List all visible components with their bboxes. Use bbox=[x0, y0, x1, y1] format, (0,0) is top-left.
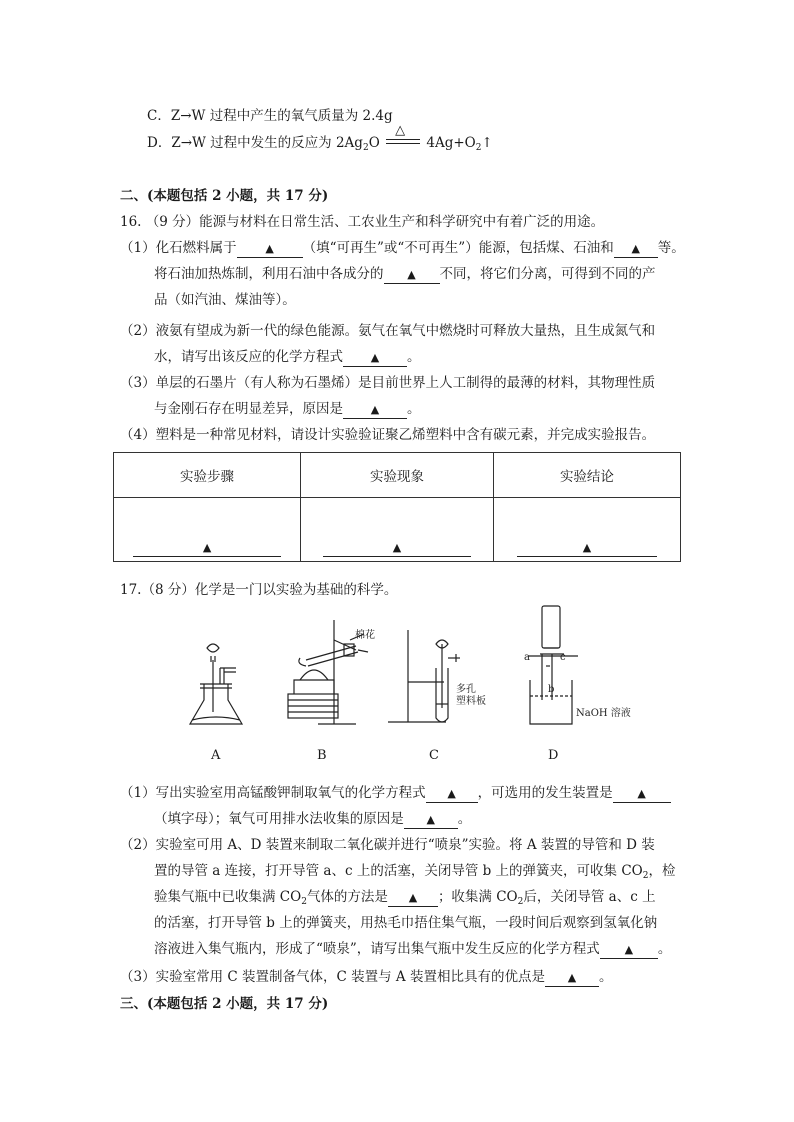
caption-a: A bbox=[211, 748, 221, 763]
q16-p2-line1: （2）液氨有望成为新一代的绿色能源。氨气在氧气中燃烧时可释放大量热，且生成氮气和 bbox=[120, 323, 656, 339]
q17-p1-line1: （1）写出实验室用高锰酸钾制取氧气的化学方程式 ▲ ，可选用的发生装置是 ▲ bbox=[120, 781, 671, 803]
table-header-steps: 实验步骤 bbox=[114, 453, 301, 498]
apparatus-a bbox=[190, 644, 242, 724]
answer-blank: ▲ bbox=[343, 401, 407, 419]
label-naoh: NaOH 溶液 bbox=[576, 708, 631, 719]
answer-blank: ▲ bbox=[614, 240, 658, 258]
q16-p2-line2: 水，请写出该反应的化学方程式 ▲ 。 bbox=[154, 349, 421, 365]
answer-blank: ▲ bbox=[343, 349, 407, 367]
answer-blank: ▲ bbox=[388, 889, 438, 907]
q16-p1-line1 bbox=[120, 236, 685, 258]
section-3-heading: 三、(本题包括 2 小题，共 17 分) bbox=[120, 996, 329, 1012]
q16-p1-b: （填“可再生”或“不可再生”）能源，包括煤、石油和 bbox=[302, 240, 614, 256]
answer-blank: ▲ bbox=[613, 785, 671, 803]
caption-d: D bbox=[548, 748, 559, 763]
apparatus-figure bbox=[180, 600, 631, 740]
heat-sign: △ bbox=[395, 123, 406, 138]
apparatus-d bbox=[528, 606, 578, 724]
table-cell-steps bbox=[114, 498, 301, 562]
q16-p1-line3: 品（如汽油、煤油等）。 bbox=[154, 292, 296, 308]
section-2-heading: 二、(本题包括 2 小题，共 17 分) bbox=[120, 188, 329, 204]
q17-p2-line2: 置的导管 a 连接，打开导管 a、c 上的活塞，关闭导管 b 上的弹簧夹，可收集 $CO_2$，检 bbox=[154, 863, 676, 881]
answer-blank: ▲ bbox=[545, 969, 599, 987]
option-d bbox=[147, 123, 493, 153]
caption-b: B bbox=[317, 748, 327, 763]
heating-arrow bbox=[386, 123, 420, 149]
q16-p4: （4）塑料是一种常见材料，请设计实验验证聚乙烯塑料中含有碳元素，并完成实验报告。 bbox=[120, 427, 656, 443]
option-d-suffix: 4Ag+O bbox=[426, 135, 476, 151]
q17-p2-line4: 的活塞，打开导管 b 上的弹簧夹，用热毛巾捂住集气瓶，一段时间后观察到氢氧化钠 bbox=[154, 915, 658, 931]
answer-blank: ▲ bbox=[404, 811, 458, 829]
answer-blank: ▲ bbox=[323, 539, 471, 557]
answer-blank: ▲ bbox=[237, 240, 303, 258]
q17-p2-line1: （2）实验室可用 A、D 装置来制取二氧化碳并进行“喷泉”实验。将 A 装置的导管和 D 装 bbox=[120, 837, 655, 853]
label-porous-1: 多孔 bbox=[456, 684, 476, 695]
label-b: b bbox=[548, 684, 555, 695]
label-c: c bbox=[560, 652, 566, 663]
q17-p2-line5: 溶液进入集气瓶内，形成了“喷泉”，请写出集气瓶中发生反应的化学方程式 ▲ 。 bbox=[154, 941, 672, 957]
q17-stem: 17.（8 分）化学是一门以实验为基础的科学。 bbox=[120, 582, 398, 598]
option-c: C．Z→W 过程中产生的氧气质量为 2.4g bbox=[147, 108, 393, 124]
q16-p1-a: （1）化石燃料属于 bbox=[120, 240, 237, 256]
q16-p3-line1: （3）单层的石墨片（有人称为石墨烯）是目前世界上人工制得的最薄的材料，其物理性质 bbox=[120, 375, 656, 391]
answer-blank: ▲ bbox=[517, 539, 657, 557]
table-cell-phenomena bbox=[301, 498, 494, 562]
q17-p1-line2: （填字母）；氧气可用排水法收集的原因是 ▲ 。 bbox=[154, 811, 472, 827]
caption-c: C bbox=[429, 748, 439, 763]
table-header-conclusion: 实验结论 bbox=[493, 453, 680, 498]
answer-blank: ▲ bbox=[133, 539, 281, 557]
apparatus-c bbox=[388, 630, 460, 722]
table-header-phenomena: 实验现象 bbox=[301, 453, 494, 498]
answer-blank: ▲ bbox=[384, 266, 440, 284]
table-cell-conclusion bbox=[493, 498, 680, 562]
label-a: a bbox=[524, 652, 530, 663]
q17-p2-line3: 验集气瓶中已收集满 $CO_2$气体的方法是 ▲ ；收集满 $CO_2$后，关闭导管 a、c 上 bbox=[154, 889, 656, 907]
label-cotton: 棉花 bbox=[355, 630, 375, 641]
option-d-end: ↑ bbox=[481, 135, 493, 151]
q16-p1-c: 等。 bbox=[657, 240, 685, 256]
q16-stem: 16. （9 分）能源与材料在日常生活、工农业生产和科学研究中有着广泛的用途。 bbox=[120, 214, 605, 230]
option-d-prefix: D．Z→W 过程中发生的反应为 2Ag bbox=[147, 135, 363, 151]
answer-blank: ▲ bbox=[426, 785, 478, 803]
answer-blank: ▲ bbox=[600, 941, 658, 959]
label-porous-2: 塑料板 bbox=[456, 696, 486, 707]
experiment-report-table bbox=[113, 452, 681, 562]
q17-p3: （3）实验室常用 C 装置制备气体，C 装置与 A 装置相比具有的优点是 ▲ 。 bbox=[120, 969, 613, 985]
q16-p3-line2: 与金刚石存在明显差异，原因是 ▲ 。 bbox=[154, 401, 421, 417]
option-d-sub2: 2 bbox=[475, 143, 482, 153]
option-d-sub: 2 bbox=[362, 143, 369, 153]
q16-p1-line2: 将石油加热炼制，利用石油中各成分的 ▲ 不同，将它们分离，可得到不同的产 bbox=[154, 266, 656, 282]
option-d-mid: O bbox=[368, 135, 380, 151]
